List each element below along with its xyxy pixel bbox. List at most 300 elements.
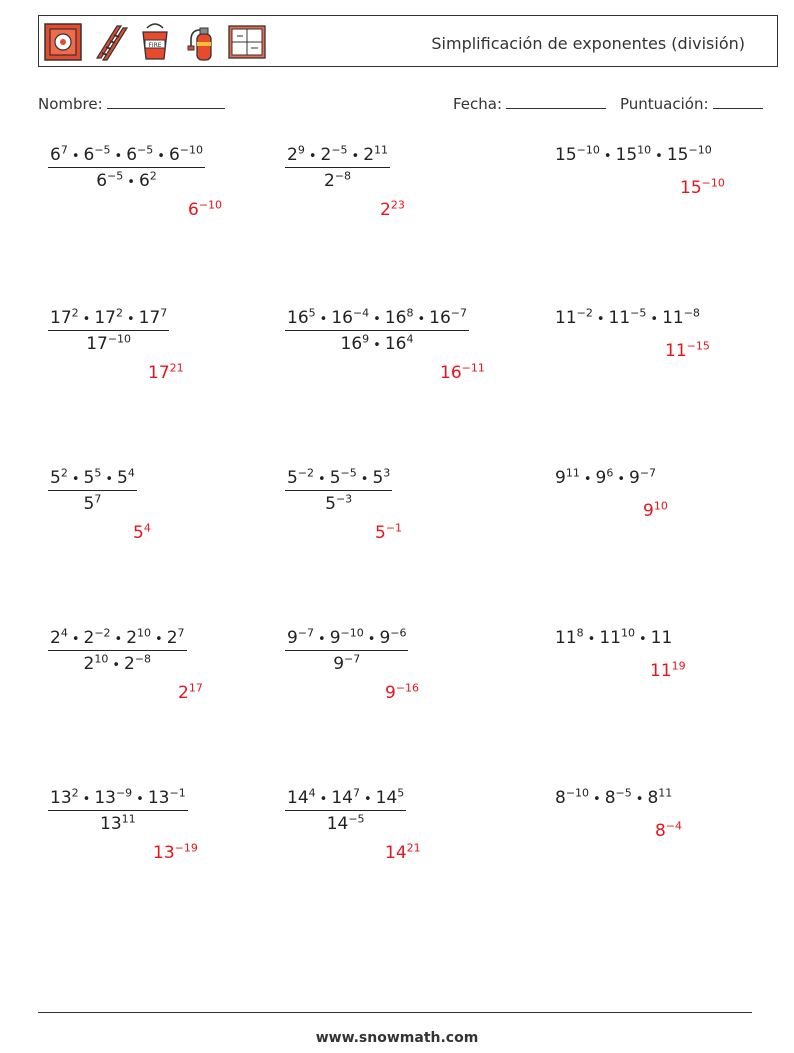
score-label: Puntuación: [620, 95, 709, 113]
answer-base: 13 [153, 843, 175, 863]
power-term [555, 145, 600, 165]
fraction [285, 468, 392, 514]
term-exponent: 5 [94, 466, 102, 480]
multiply-dot: • [318, 472, 326, 487]
power-term [287, 308, 316, 328]
power-term [662, 308, 700, 328]
term-exponent: −3 [335, 492, 353, 506]
multiply-dot: • [650, 312, 659, 327]
term-exponent: −1 [169, 786, 186, 800]
term-base: 16 [340, 334, 363, 354]
fraction [48, 308, 169, 354]
name-blank[interactable] [107, 94, 225, 109]
power-term [647, 788, 672, 808]
multiply-dot: • [638, 632, 647, 647]
answer [188, 200, 222, 220]
term-base: 6 [126, 145, 138, 165]
power-term [605, 788, 632, 808]
fraction [48, 468, 137, 514]
term-base: 14 [331, 788, 353, 808]
problem-expression [285, 468, 392, 514]
term-base: 11 [650, 628, 673, 648]
power-term [385, 308, 414, 328]
power-term [341, 334, 370, 354]
term-exponent: 2 [71, 306, 79, 320]
multiply-dot: • [71, 149, 80, 164]
multiply-dot: • [360, 472, 369, 487]
power-term [84, 494, 102, 514]
answer-exponent: −1 [385, 521, 403, 535]
power-term [50, 628, 68, 648]
term-exponent: 2 [60, 466, 68, 480]
term-exponent: −7 [344, 652, 361, 666]
answer-base: 9 [385, 683, 396, 703]
term-exponent: −5 [630, 306, 647, 320]
term-base: 9 [595, 468, 607, 488]
term-base: 5 [117, 468, 128, 488]
term-exponent: 11 [374, 143, 389, 157]
fire-extinguisher-icon [181, 22, 221, 62]
term-exponent: −8 [334, 169, 352, 183]
term-exponent: 9 [297, 143, 305, 157]
term-base: 15 [615, 145, 638, 165]
term-exponent: −9 [115, 786, 133, 800]
multiply-dot: • [82, 792, 91, 807]
date-label: Fecha: [453, 95, 503, 113]
power-term [629, 468, 656, 488]
header-icons [43, 22, 267, 62]
term-exponent: 10 [637, 143, 652, 157]
numerator [285, 468, 392, 491]
term-exponent: −5 [615, 786, 632, 800]
answer-base: 5 [375, 523, 386, 543]
term-base: 8 [647, 788, 659, 808]
answer-exponent: −10 [198, 198, 223, 212]
multiply-dot: • [105, 472, 113, 487]
answer [375, 523, 402, 543]
answer-base: 11 [665, 341, 687, 361]
denominator [48, 331, 169, 354]
multiply-dot: • [587, 632, 596, 647]
power-term [126, 145, 153, 165]
power-term [609, 308, 647, 328]
multiply-dot: • [126, 312, 135, 327]
answer [665, 341, 710, 361]
problem-expression [555, 628, 672, 648]
term-base: 5 [329, 468, 341, 488]
answer [655, 821, 682, 841]
power-term [124, 654, 151, 674]
multiply-dot: • [71, 632, 80, 647]
numerator [48, 468, 137, 491]
power-term [287, 468, 314, 488]
power-term [50, 145, 68, 165]
term-base: 2 [126, 628, 138, 648]
power-term [94, 788, 132, 808]
term-exponent: −2 [297, 466, 315, 480]
answer-exponent: 17 [188, 681, 203, 695]
numerator [48, 628, 187, 651]
power-term [363, 145, 388, 165]
answer-base: 11 [650, 661, 672, 681]
power-term [429, 308, 467, 328]
problem-expression [285, 308, 469, 354]
term-exponent: 3 [383, 466, 391, 480]
power-term [331, 308, 369, 328]
multiply-dot: • [114, 149, 123, 164]
power-term [94, 308, 123, 328]
term-exponent: 7 [60, 143, 68, 157]
term-exponent: 5 [397, 786, 405, 800]
answer [643, 501, 668, 521]
power-term [330, 468, 357, 488]
multiply-dot: • [373, 338, 381, 353]
term-base: 13 [94, 788, 116, 808]
term-exponent: −5 [94, 143, 111, 157]
term-base: 8 [604, 788, 616, 808]
answer [680, 178, 725, 198]
ladder-icon [89, 22, 129, 62]
term-base: 14 [326, 814, 349, 834]
multiply-dot: • [593, 792, 601, 807]
multiply-dot: • [308, 149, 317, 164]
fire-alarm-icon [43, 22, 83, 62]
term-exponent: 2 [149, 169, 157, 183]
answer-exponent: 19 [671, 659, 686, 673]
power-term [50, 468, 68, 488]
term-exponent: 5 [308, 306, 316, 320]
multiply-dot: • [367, 632, 376, 647]
answer [385, 683, 419, 703]
date-blank[interactable] [506, 94, 606, 109]
term-exponent: 4 [308, 786, 316, 800]
denominator [285, 491, 392, 514]
term-base: 9 [379, 628, 391, 648]
term-base: 2 [320, 145, 332, 165]
term-base: 2 [363, 145, 375, 165]
term-exponent: 7 [94, 492, 102, 506]
term-base: 16 [331, 308, 353, 328]
multiply-dot: • [319, 792, 328, 807]
term-base: 6 [168, 145, 180, 165]
term-exponent: −7 [639, 466, 657, 480]
multiply-dot: • [617, 472, 625, 487]
term-exponent: −2 [94, 626, 111, 640]
numerator [285, 628, 408, 651]
multiply-dot: • [318, 632, 326, 647]
term-base: 11 [599, 628, 621, 648]
term-base: 14 [375, 788, 398, 808]
term-base: 2 [124, 654, 135, 674]
problem-expression [285, 145, 390, 191]
term-exponent: 10 [137, 626, 152, 640]
denominator [48, 491, 137, 514]
power-term [84, 654, 109, 674]
answer-exponent: −16 [395, 681, 420, 695]
denominator [285, 331, 469, 354]
term-exponent: −4 [352, 306, 370, 320]
term-base: 17 [94, 308, 116, 328]
numerator [48, 788, 188, 811]
multiply-dot: • [373, 312, 381, 327]
power-term [333, 654, 360, 674]
term-base: 9 [329, 628, 341, 648]
multiply-dot: • [596, 312, 605, 327]
power-term [148, 788, 186, 808]
term-exponent: −5 [348, 812, 365, 826]
numerator [285, 788, 406, 811]
power-term [555, 628, 584, 648]
term-exponent: −6 [390, 626, 407, 640]
answer-base: 2 [380, 200, 391, 220]
fraction [285, 308, 469, 354]
term-base: 5 [50, 468, 61, 488]
answer [153, 843, 198, 863]
problem-expression [555, 788, 672, 808]
answer-base: 16 [440, 363, 462, 383]
fraction [48, 145, 205, 191]
answer-exponent: 23 [390, 198, 405, 212]
multiply-dot: • [114, 632, 123, 647]
term-exponent: 4 [406, 332, 414, 346]
term-exponent: −8 [683, 306, 700, 320]
answer-base: 5 [133, 523, 144, 543]
denominator [48, 651, 187, 674]
power-term [651, 628, 673, 648]
power-term [287, 145, 305, 165]
multiply-dot: • [112, 658, 120, 673]
term-base: 2 [83, 628, 95, 648]
fire-bucket-icon [135, 22, 175, 62]
term-exponent: −8 [134, 652, 152, 666]
power-term [50, 308, 79, 328]
term-base: 9 [287, 628, 298, 648]
problem-expression [555, 145, 712, 165]
multiply-dot: • [71, 472, 80, 487]
term-exponent: 11 [121, 812, 136, 826]
fraction [285, 145, 390, 191]
power-term [84, 468, 102, 488]
term-base: 13 [147, 788, 170, 808]
answer-base: 6 [188, 200, 199, 220]
term-base: 2 [287, 145, 298, 165]
term-base: 9 [333, 654, 345, 674]
multiply-dot: • [157, 149, 165, 164]
numerator [285, 145, 390, 168]
term-exponent: 7 [160, 306, 168, 320]
term-base: 16 [429, 308, 451, 328]
term-exponent: 11 [565, 466, 580, 480]
multiply-dot: • [136, 792, 144, 807]
term-base: 17 [86, 334, 108, 354]
power-term [330, 628, 364, 648]
answer-base: 8 [655, 821, 666, 841]
term-base: 11 [608, 308, 631, 328]
term-base: 2 [83, 654, 95, 674]
term-exponent: 6 [606, 466, 614, 480]
power-term [321, 145, 348, 165]
power-term [167, 628, 185, 648]
term-base: 9 [555, 468, 566, 488]
term-exponent: −10 [179, 143, 203, 157]
answer-base: 15 [680, 178, 702, 198]
term-base: 6 [96, 171, 108, 191]
answer-exponent: 10 [653, 499, 668, 513]
term-exponent: 8 [406, 306, 414, 320]
term-exponent: −2 [576, 306, 593, 320]
term-base: 11 [662, 308, 684, 328]
term-exponent: −5 [107, 169, 124, 183]
footer-divider [38, 1012, 752, 1013]
term-exponent: 8 [576, 626, 584, 640]
power-term [596, 468, 614, 488]
power-term [325, 494, 352, 514]
term-base: 17 [138, 308, 161, 328]
answer-exponent: 21 [169, 361, 184, 375]
denominator [285, 651, 408, 674]
term-exponent: 2 [115, 306, 123, 320]
problem-expression [285, 788, 406, 834]
denominator [285, 811, 406, 834]
answer-exponent: −11 [461, 361, 485, 375]
multiply-dot: • [155, 632, 163, 647]
term-base: 6 [50, 145, 61, 165]
power-term [555, 788, 589, 808]
multiply-dot: • [127, 175, 135, 190]
denominator [48, 811, 188, 834]
product-line [555, 628, 672, 648]
score-field[interactable] [620, 94, 763, 113]
power-term [84, 628, 111, 648]
term-base: 17 [50, 308, 72, 328]
fraction [48, 788, 188, 834]
term-exponent: 7 [177, 626, 185, 640]
worksheet-title: Simplificación de exponentes (división) [431, 34, 745, 53]
term-base: 9 [629, 468, 640, 488]
term-exponent: 10 [620, 626, 635, 640]
multiply-dot: • [363, 792, 372, 807]
term-exponent: −5 [137, 143, 154, 157]
term-exponent: 9 [362, 332, 370, 346]
power-term [50, 788, 79, 808]
power-term [84, 145, 111, 165]
term-base: 5 [325, 494, 336, 514]
problem-expression [48, 788, 188, 834]
fire-panel-icon [227, 22, 267, 62]
answer [380, 200, 405, 220]
problem-expression [285, 628, 408, 674]
worksheet-header [38, 15, 778, 67]
answer-exponent: −15 [686, 339, 710, 353]
svg-text:FIRE: FIRE [148, 42, 162, 49]
power-term [555, 308, 593, 328]
power-term [100, 814, 136, 834]
problem-expression [48, 468, 137, 514]
answer [133, 523, 151, 543]
term-exponent: −5 [331, 143, 348, 157]
name-field[interactable] [38, 94, 225, 113]
term-base: 2 [166, 628, 178, 648]
problem-expression [555, 468, 656, 488]
term-base: 14 [287, 788, 309, 808]
term-base: 16 [384, 308, 407, 328]
power-term [126, 628, 151, 648]
term-base: 13 [100, 814, 122, 834]
power-term [96, 171, 123, 191]
power-term [86, 334, 131, 354]
term-exponent: 7 [352, 786, 360, 800]
power-term [139, 308, 168, 328]
term-base: 2 [324, 171, 335, 191]
term-exponent: −5 [340, 466, 357, 480]
answer [148, 363, 184, 383]
problem-expression [48, 308, 169, 354]
product-line [555, 308, 700, 328]
term-exponent: −10 [688, 143, 712, 157]
fraction [285, 628, 408, 674]
term-exponent: −7 [297, 626, 315, 640]
multiply-dot: • [82, 312, 91, 327]
term-base: 8 [555, 788, 566, 808]
term-base: 15 [555, 145, 577, 165]
answer [650, 661, 686, 681]
multiply-dot: • [603, 149, 612, 164]
answer-exponent: −10 [701, 176, 725, 190]
power-term [139, 171, 157, 191]
problem-expression [48, 628, 187, 674]
term-base: 6 [138, 171, 150, 191]
term-base: 2 [50, 628, 61, 648]
product-line [555, 788, 672, 808]
answer-base: 14 [385, 843, 407, 863]
term-base: 15 [666, 145, 689, 165]
term-base: 11 [555, 308, 577, 328]
answer [440, 363, 485, 383]
answer-exponent: 21 [406, 841, 421, 855]
term-exponent: −10 [565, 786, 590, 800]
denominator [48, 168, 205, 191]
term-base: 13 [50, 788, 72, 808]
score-blank[interactable] [713, 94, 763, 109]
fraction [285, 788, 406, 834]
term-base: 5 [287, 468, 298, 488]
term-base: 16 [384, 334, 407, 354]
answer-exponent: −4 [665, 819, 683, 833]
problem-expression [48, 145, 205, 191]
power-term [385, 334, 414, 354]
answer-base: 9 [643, 501, 654, 521]
answer-exponent: −19 [174, 841, 198, 855]
footer-url: www.snowmath.com [315, 1030, 479, 1046]
term-base: 5 [83, 468, 95, 488]
power-term [287, 628, 314, 648]
product-line [555, 145, 712, 165]
term-exponent: 10 [94, 652, 109, 666]
product-line [555, 468, 656, 488]
power-term [117, 468, 135, 488]
power-term [379, 628, 406, 648]
term-base: 16 [287, 308, 309, 328]
power-term [287, 788, 316, 808]
term-base: 6 [83, 145, 95, 165]
term-base: 5 [372, 468, 384, 488]
term-base: 5 [83, 494, 95, 514]
problem-expression [555, 308, 700, 328]
power-term [376, 788, 405, 808]
date-field[interactable] [453, 94, 606, 113]
multiply-dot: • [583, 472, 592, 487]
multiply-dot: • [655, 149, 663, 164]
